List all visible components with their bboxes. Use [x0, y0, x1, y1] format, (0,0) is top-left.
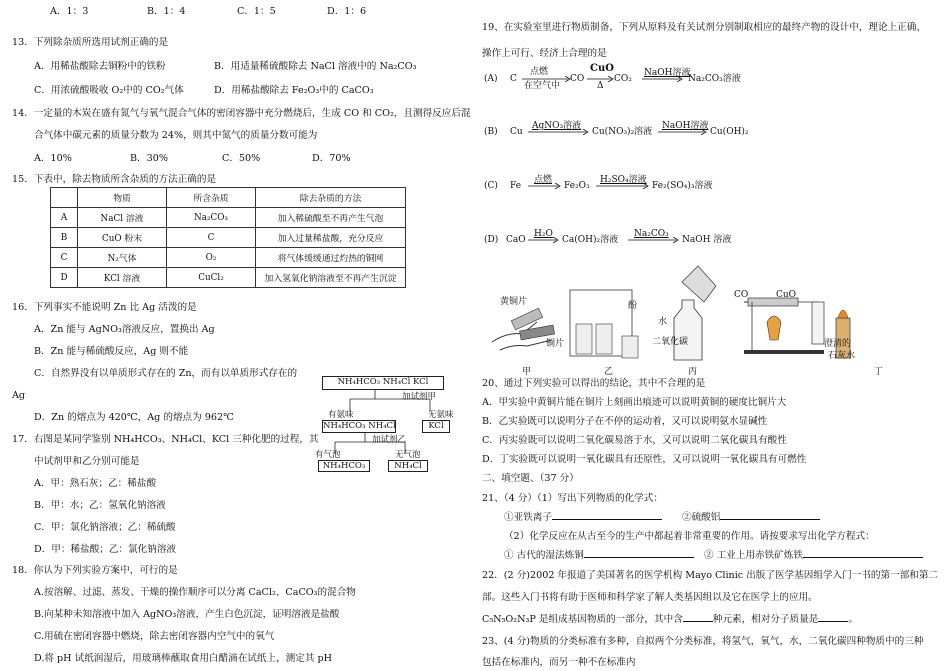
figure-yi-caption: 乙: [604, 367, 614, 377]
q14-option-c: C．50%: [222, 153, 261, 164]
table-cell: KCl 溶液: [78, 268, 167, 288]
q18-stem: 18．你认为下列实验方案中，可行的是: [12, 565, 178, 576]
q16-option-b: B．Zn 能与稀硫酸反应，Ag 则不能: [34, 346, 189, 357]
table-cell: D: [51, 268, 78, 288]
route-reagent: 点燃: [534, 175, 553, 185]
q12-option-a: A．1：3: [50, 6, 89, 17]
answer-blank[interactable]: [803, 557, 923, 558]
q20-option-d: D．丁实验既可以说明一氧化碳具有还原性，又可以说明一氧化碳具有可燃性: [482, 454, 807, 465]
route-label: (C): [484, 181, 498, 191]
q16-option-c-2: Ag: [12, 390, 26, 401]
table-cell: C: [167, 228, 256, 248]
section-2-title: 二、填空题、（37 分）: [482, 473, 579, 484]
answer-blank[interactable]: [584, 557, 694, 558]
arrow-icon: [628, 237, 680, 243]
q18-option-a: A.按溶解、过滤、蒸发、干燥的操作顺序可以分离 CaCl₂、CaCO₃的混合物: [34, 587, 356, 598]
q19-stem-2: 操作上可行、经济上合理的是: [482, 48, 607, 59]
q21-item-4-label: ② 工业上用赤铁矿炼铁: [704, 550, 803, 561]
q13-option-a: A．用稀盐酸除去铜粉中的铁粉: [34, 61, 166, 72]
route-reagent: CuO: [590, 63, 614, 74]
figure-jia-label: 黄铜片: [500, 297, 528, 307]
experiment-figures: [482, 262, 942, 372]
q15-stem: 15．下表中，除去物质所含杂质的方法正确的是: [12, 174, 217, 185]
flow-label-reagent2: 加试剂乙: [372, 435, 407, 445]
table-row: [51, 228, 406, 248]
table-cell: 将气体缓缓通过灼热的铜网: [256, 248, 406, 268]
figure-bing-label: 水: [658, 317, 668, 327]
route-condition: Δ: [597, 81, 604, 91]
q21-item-4: [704, 550, 923, 562]
table-cell: CuCl₂: [167, 268, 256, 288]
flow-label-bubbles: 有气泡: [315, 450, 341, 460]
route-product: Fe₂(SO₄)₃溶液: [652, 181, 713, 191]
q17-option-a: A．甲：熟石灰；乙：稀盐酸: [34, 478, 157, 489]
flow-box-bottom-left: NH₄HCO₃: [318, 460, 370, 472]
route-product: CO: [570, 74, 585, 84]
figure-jia-label: 铜片: [546, 339, 565, 349]
q22-line-3-b: 种元素，相对分子质量是: [712, 614, 819, 625]
figure-ding-label: CO: [734, 290, 749, 300]
answer-blank[interactable]: [683, 621, 713, 622]
figure-bing-caption: 丙: [688, 367, 698, 377]
answer-blank[interactable]: [552, 519, 662, 520]
table-cell: 加入稀硫酸至不再产生气泡: [256, 208, 406, 228]
route-start: C: [510, 74, 517, 84]
q13-option-c: C．用浓硫酸吸收 O₂中的 CO₂气体: [34, 85, 184, 96]
route-product: Ca(OH)₂溶液: [562, 235, 619, 245]
flow-label-has-smell: 有氨味: [328, 410, 354, 420]
q13-option-b: B．用适量稀硫酸除去 NaCl 溶液中的 Na₂CO₃: [214, 61, 417, 72]
route-label: (B): [484, 127, 498, 137]
figure-ding-label: 石灰水: [828, 351, 856, 361]
q23-line-2: 包括在标准内，而另一种不在标准内: [482, 657, 636, 668]
arrow-icon: [642, 76, 684, 82]
q14-stem-1: 14．一定量的木炭在盛有氮气与氧气混合气体的密闭容器中充分燃烧后，生成 CO 和 CO₂，且测得反应后混: [12, 108, 471, 119]
route-start: Fe: [510, 181, 522, 191]
q22-line-3-c: 。: [848, 614, 858, 625]
table-row: [51, 268, 406, 288]
route-label: (A): [484, 74, 498, 84]
route-product: Cu(OH)₂: [710, 127, 749, 137]
flow-box-bottom-right: NH₄Cl: [388, 460, 428, 472]
q17-stem-2: 中试剂甲和乙分别可能是: [34, 456, 140, 467]
route-reagent: NaOH溶液: [644, 68, 691, 78]
q16-option-d: D．Zn 的熔点为 420℃，Ag 的熔点为 962℃: [34, 412, 234, 423]
q21-stem: 21、（4 分）（1）写出下列物质的化学式：: [482, 493, 663, 504]
q14-option-a: A．10%: [34, 153, 72, 164]
table-header: [51, 188, 78, 208]
q16-option-a: A．Zn 能与 AgNO₃溶液反应，置换出 Ag: [34, 324, 215, 335]
arrow-icon: [528, 183, 562, 189]
table-header: 除去杂质的方法: [256, 188, 406, 208]
q17-option-b: B．甲：水；乙：氢氧化钠溶液: [34, 500, 166, 511]
flow-box-kcl: KCl: [422, 420, 450, 433]
arrow-icon: [587, 76, 615, 82]
route-product: CO₂: [614, 74, 632, 84]
q12-option-d: D．1：6: [327, 6, 367, 17]
q18-option-b: B.向某种未知溶液中加入 AgNO₃溶液，产生白色沉淀，证明溶液是盐酸: [34, 609, 340, 620]
q17-option-d: D．甲：稀盐酸；乙：氯化钠溶液: [34, 544, 177, 555]
figure-ding-label: 澄清的: [824, 339, 852, 349]
table-cell: 加入过量稀盐酸，充分反应: [256, 228, 406, 248]
route-reagent: H₂O: [534, 229, 553, 239]
q22-line-3: [482, 614, 858, 626]
arrow-icon: [528, 129, 590, 135]
q21-item-3: [504, 550, 694, 562]
table-cell: CuO 粉末: [78, 228, 167, 248]
q15-table: [50, 187, 406, 288]
table-header-row: [51, 188, 406, 208]
q14-option-b: B．30%: [130, 153, 168, 164]
q17-flow-diagram: [310, 374, 460, 474]
answer-blank[interactable]: [720, 519, 820, 520]
route-product: Cu(NO₃)₂溶液: [592, 127, 653, 137]
table-header: 物质: [78, 188, 167, 208]
route-reagent: 点燃: [530, 67, 549, 77]
q21-item-2: [682, 512, 820, 524]
table-cell: C: [51, 248, 78, 268]
arrow-icon: [596, 183, 650, 189]
route-condition: 在空气中: [524, 81, 561, 91]
table-cell: O₂: [167, 248, 256, 268]
table-cell: Na₂CO₃: [167, 208, 256, 228]
q22-line-1: 22．(2 分)2002 年报道了美国著名的医学机构 Mayo Clinic 出版了医学基因组学入门一书的第一部和第二: [482, 570, 939, 581]
q17-option-c: C．甲：氯化钠溶液；乙：稀硫酸: [34, 522, 176, 533]
q22-line-2: 部。这些入门书将有助于医师和科学家了解人类基因组以及它在医学上的应用。: [482, 592, 818, 603]
flow-box-mid: NH₄HCO₃ NH₄Cl: [323, 421, 396, 431]
table-cell: N₂气体: [78, 248, 167, 268]
q14-option-d: D．70%: [312, 153, 351, 164]
table-cell: 加入氢氧化钠溶液至不再产生沉淀: [256, 268, 406, 288]
route-reagent: NaOH溶液: [662, 121, 709, 131]
q12-option-b: B．1：4: [147, 6, 186, 17]
q20-option-c: C．丙实验既可以说明二氧化碳易溶于水，又可以说明二氧化碳具有酸性: [482, 435, 787, 446]
q20-option-a: A．甲实验中黄铜片能在铜片上刻画出痕迹可以说明黄铜的硬度比铜片大: [482, 397, 787, 408]
route-product: NaOH 溶液: [682, 235, 732, 245]
q22-line-3-a: C₅N₅O₂N₃P 是组成基因物质的一部分，其中含: [482, 614, 683, 625]
table-cell: B: [51, 228, 78, 248]
q23-line-1: 23、(4 分)物质的分类标准有多种，自拟两个分类标准，将氢气，氧气，水，二氧化碳四种物质中的三种: [482, 636, 924, 647]
q18-option-d: D.将 pH 试纸润湿后，用玻璃棒蘸取食用白醋滴在试纸上，测定其 pH: [34, 653, 333, 664]
table-row: [51, 208, 406, 228]
figure-bing-label: 二氧化碳: [652, 337, 689, 347]
figure-ding-caption: 丁: [874, 367, 884, 377]
figure-jia-caption: 甲: [522, 367, 532, 377]
answer-blank[interactable]: [818, 621, 848, 622]
q21-item-1-label: ①亚铁离子: [504, 512, 552, 523]
figure-yi-label: 酚: [628, 301, 638, 311]
route-product: Na₂CO₃溶液: [688, 74, 741, 84]
table-cell: NaCl 溶液: [78, 208, 167, 228]
table-cell: A: [51, 208, 78, 228]
q19-stem-1: 19、在实验室里进行物质制备，下列从原料及有关试剂分别制取相应的最终产物的设计中，理论上正确、: [482, 22, 926, 33]
q20-stem: 20、通过下列实验可以得出的结论，其中不合理的是: [482, 378, 706, 389]
arrow-icon: [528, 237, 560, 243]
q21-item-2-label: ②硫酸铝: [682, 512, 721, 523]
q13-option-d: D．用稀盐酸除去 Fe₂O₃中的 CaCO₃: [214, 85, 374, 96]
flow-label-no-smell: 无氨味: [428, 410, 454, 420]
route-label: (D): [484, 235, 499, 245]
q21-item-3-label: ① 古代的湿法炼铜: [504, 550, 584, 561]
route-reagent: H₂SO₄溶液: [600, 175, 647, 185]
table-header: 所含杂质: [167, 188, 256, 208]
arrow-icon: [658, 129, 708, 135]
arrow-icon: [522, 76, 572, 82]
figure-ding-label: CuO: [776, 290, 797, 300]
flow-box-top: NH₄HCO₃ NH₄Cl KCl: [322, 376, 444, 390]
q21-part-2: （2）化学反应在从古至今的生产中都起着非常重要的作用。请按要求写出化学方程式：: [504, 531, 875, 542]
route-reagent: AgNO₃溶液: [532, 121, 582, 131]
q13-stem: 13．下列除杂质所选用试剂正确的是: [12, 37, 169, 48]
q21-item-1: [504, 512, 662, 524]
route-product: Fe₂O₃: [564, 181, 590, 191]
table-row: [51, 248, 406, 268]
route-reagent: Na₂CO₃: [634, 229, 669, 239]
q18-option-c: C.用硫在密闭容器中燃烧，除去密闭容器内空气中的氧气: [34, 631, 275, 642]
q16-stem: 16．下列事实不能说明 Zn 比 Ag 活泼的是: [12, 302, 197, 313]
q20-option-b: B．乙实验既可以说明分子在不停的运动着，又可以说明氨水显碱性: [482, 416, 768, 427]
flow-label-reagent1: 加试剂甲: [402, 392, 437, 402]
q14-stem-2: 合气体中碳元素的质量分数为 24%，则其中氮气的质量分数可能为: [34, 130, 318, 141]
q16-option-c-1: C．自然界没有以单质形式存在的 Zn，而有以单质形式存在的: [34, 368, 298, 379]
flow-label-no-bubbles: 无气泡: [395, 450, 421, 460]
q12-option-c: C．1：5: [237, 6, 276, 17]
route-start: Cu: [510, 127, 523, 137]
q17-stem-1: 17．右图是某同学鉴别 NH₄HCO₃、NH₄Cl、KCl 三种化肥的过程，其: [12, 434, 319, 445]
route-start: CaO: [506, 235, 526, 245]
